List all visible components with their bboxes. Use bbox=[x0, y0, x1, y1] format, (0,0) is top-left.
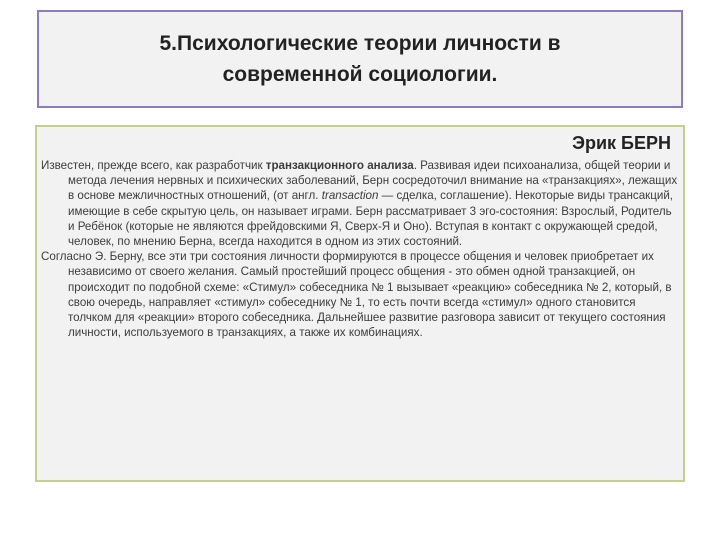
slide-title: 5.Психологические теории личности в современной социологии. bbox=[159, 32, 561, 86]
paragraph-2: Согласно Э. Берну, все эти три состояния личности формируются в процессе общения и человек приобретает их независимо от своего желания. Самый простейший процесс общения - это обмен одной транзакцией, он происходит по подобной схеме: «Стимул» собеседника № 1 вызывает «реакцию» собеседника № 2, который, в свою очередь, направляет «стимул» собеседнику № 1, то есть почти всегда «стимул» одного становится толчком для «реакции» второго собеседника. Дальнейшее развитие разговора зависит от текущего состояния личности, используемого в транзакциях, а также их комбинациях. bbox=[41, 250, 672, 340]
paragraph-1-english-term: transaction bbox=[321, 189, 379, 203]
body-text bbox=[41, 158, 681, 340]
author-heading: Эрик БЕРН bbox=[572, 133, 671, 153]
paragraph-1-intro: Известен, прежде всего, как разработчик bbox=[41, 159, 266, 172]
paragraph-1-rest: — сделка, соглашение). Некоторые виды трансакций, имеющие в себе скрытую цель, он называет играми. Берн рассматривает 3 эго-состояния: Взрослый, Родитель и Ребёнок (которые не являются фрейдовскими Я, Сверх-Я и Оно). Вступая в контакт с окружающей средой, человек, по мнению Берна, всегда находится в одном из этих состояний. bbox=[68, 189, 674, 249]
paragraph-1-body: . Развивая идеи психоанализа, общей теории и метода лечения нервных и психических заболеваний, Берн сосредоточил внимание на «транзакциях», лежащих в основе межличностных отношений, (от англ. bbox=[68, 159, 678, 203]
paragraph-1 bbox=[41, 158, 681, 249]
content-box bbox=[35, 125, 685, 482]
paragraph-1-term: транзакционного анализа bbox=[265, 159, 414, 172]
title-box bbox=[37, 10, 683, 108]
